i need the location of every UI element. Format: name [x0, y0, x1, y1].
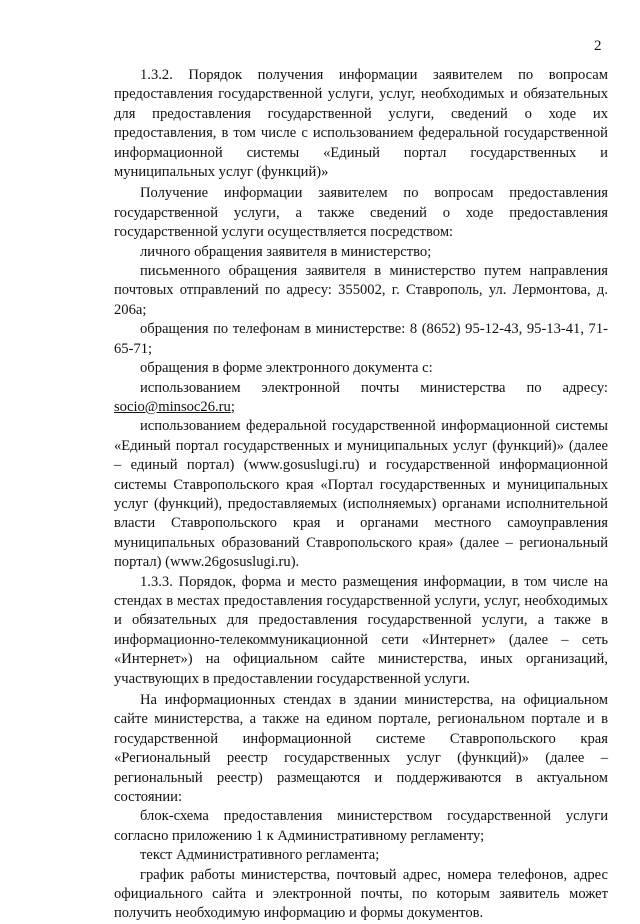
- paragraph-1-3-3-heading: 1.3.3. Порядок, форма и место размещения информации, в том числе на стендах в местах предоставления государственной услуги, услуг, необходимых и обязательных для предоставления государственной услуги, а также в информационно-телекоммуникационной сети «Интернет» (далее – сеть «Интернет») на официальном сайте министерства, иных организаций, участвующих в предоставлении государственной услуги.: [114, 573, 608, 687]
- page-number: 2: [594, 38, 602, 54]
- email-link[interactable]: socio@minsoc26.ru: [114, 398, 231, 415]
- list-item-block-scheme: блок-схема предоставления министерством государственной услуги согласно приложению 1 к Административному регламенту;: [114, 808, 608, 844]
- list-item-electronic: обращения в форме электронного документа с:: [140, 360, 433, 377]
- list-item-written: письменного обращения заявителя в министерство путем направления почтовых отправлений по адресу: 355002, г. Ставрополь, ул. Лермонтова, д. 206а;: [114, 263, 608, 318]
- list-item-schedule: график работы министерства, почтовый адрес, номера телефонов, адрес официального сайта и электронной почты, по которым заявитель может получить необходимую информацию и формы документов.: [114, 866, 608, 922]
- paragraph-info-intro: Получение информации заявителем по вопросам предоставления государственной услуги, а также сведений о ходе предоставления государственной услуги осуществляется посредством:: [114, 185, 608, 241]
- list-item-phone: обращения по телефонам в министерстве: 8 (8652) 95-12-43, 95-13-41, 71-65-71;: [114, 321, 608, 357]
- document-body: [114, 66, 608, 924]
- list-item-personal: личного обращения заявителя в министерство;: [140, 243, 432, 260]
- list-item-email-use: использованием электронной почты министерства по адресу:: [140, 379, 608, 396]
- email-line: [114, 398, 608, 417]
- list-item-portals: использованием федеральной государственной информационной системы «Единый портал государственных и муниципальных услуг (функций)» (далее – единый портал) (www.gosuslugi.ru) и государственной информационной системы Ставропольского края «Портал государственных и муниципальных услуг (функций), предоставляемых (исполняемых) органами исполнительной власти Ставропольского края и органами местного самоуправления муниципальных образований Ставропольского края» (далее – региональный портал) (www.26gosuslugi.ru).: [114, 418, 608, 571]
- email-suffix: ;: [230, 398, 235, 415]
- list-item-regulation-text: текст Административного регламента;: [140, 847, 380, 864]
- paragraph-1-3-2-heading: 1.3.2. Порядок получения информации заявителем по вопросам предоставления государственной услуги, услуг, необходимых и обязательных для предоставления государственной услуги, сведений о ходе их предоставления, в том числе с использованием федеральной государственной информационной системы «Единый портал государственных и муниципальных услуг (функций)»: [114, 67, 608, 181]
- paragraph-stands: На информационных стендах в здании министерства, на официальном сайте министерства, а также на едином портале, региональном портале и в государственной информационной системе Ставропольского края «Региональный реестр государственных услуг (функций)» (далее – региональный реестр) размещаются и поддерживаются в актуальном состоянии:: [114, 692, 608, 806]
